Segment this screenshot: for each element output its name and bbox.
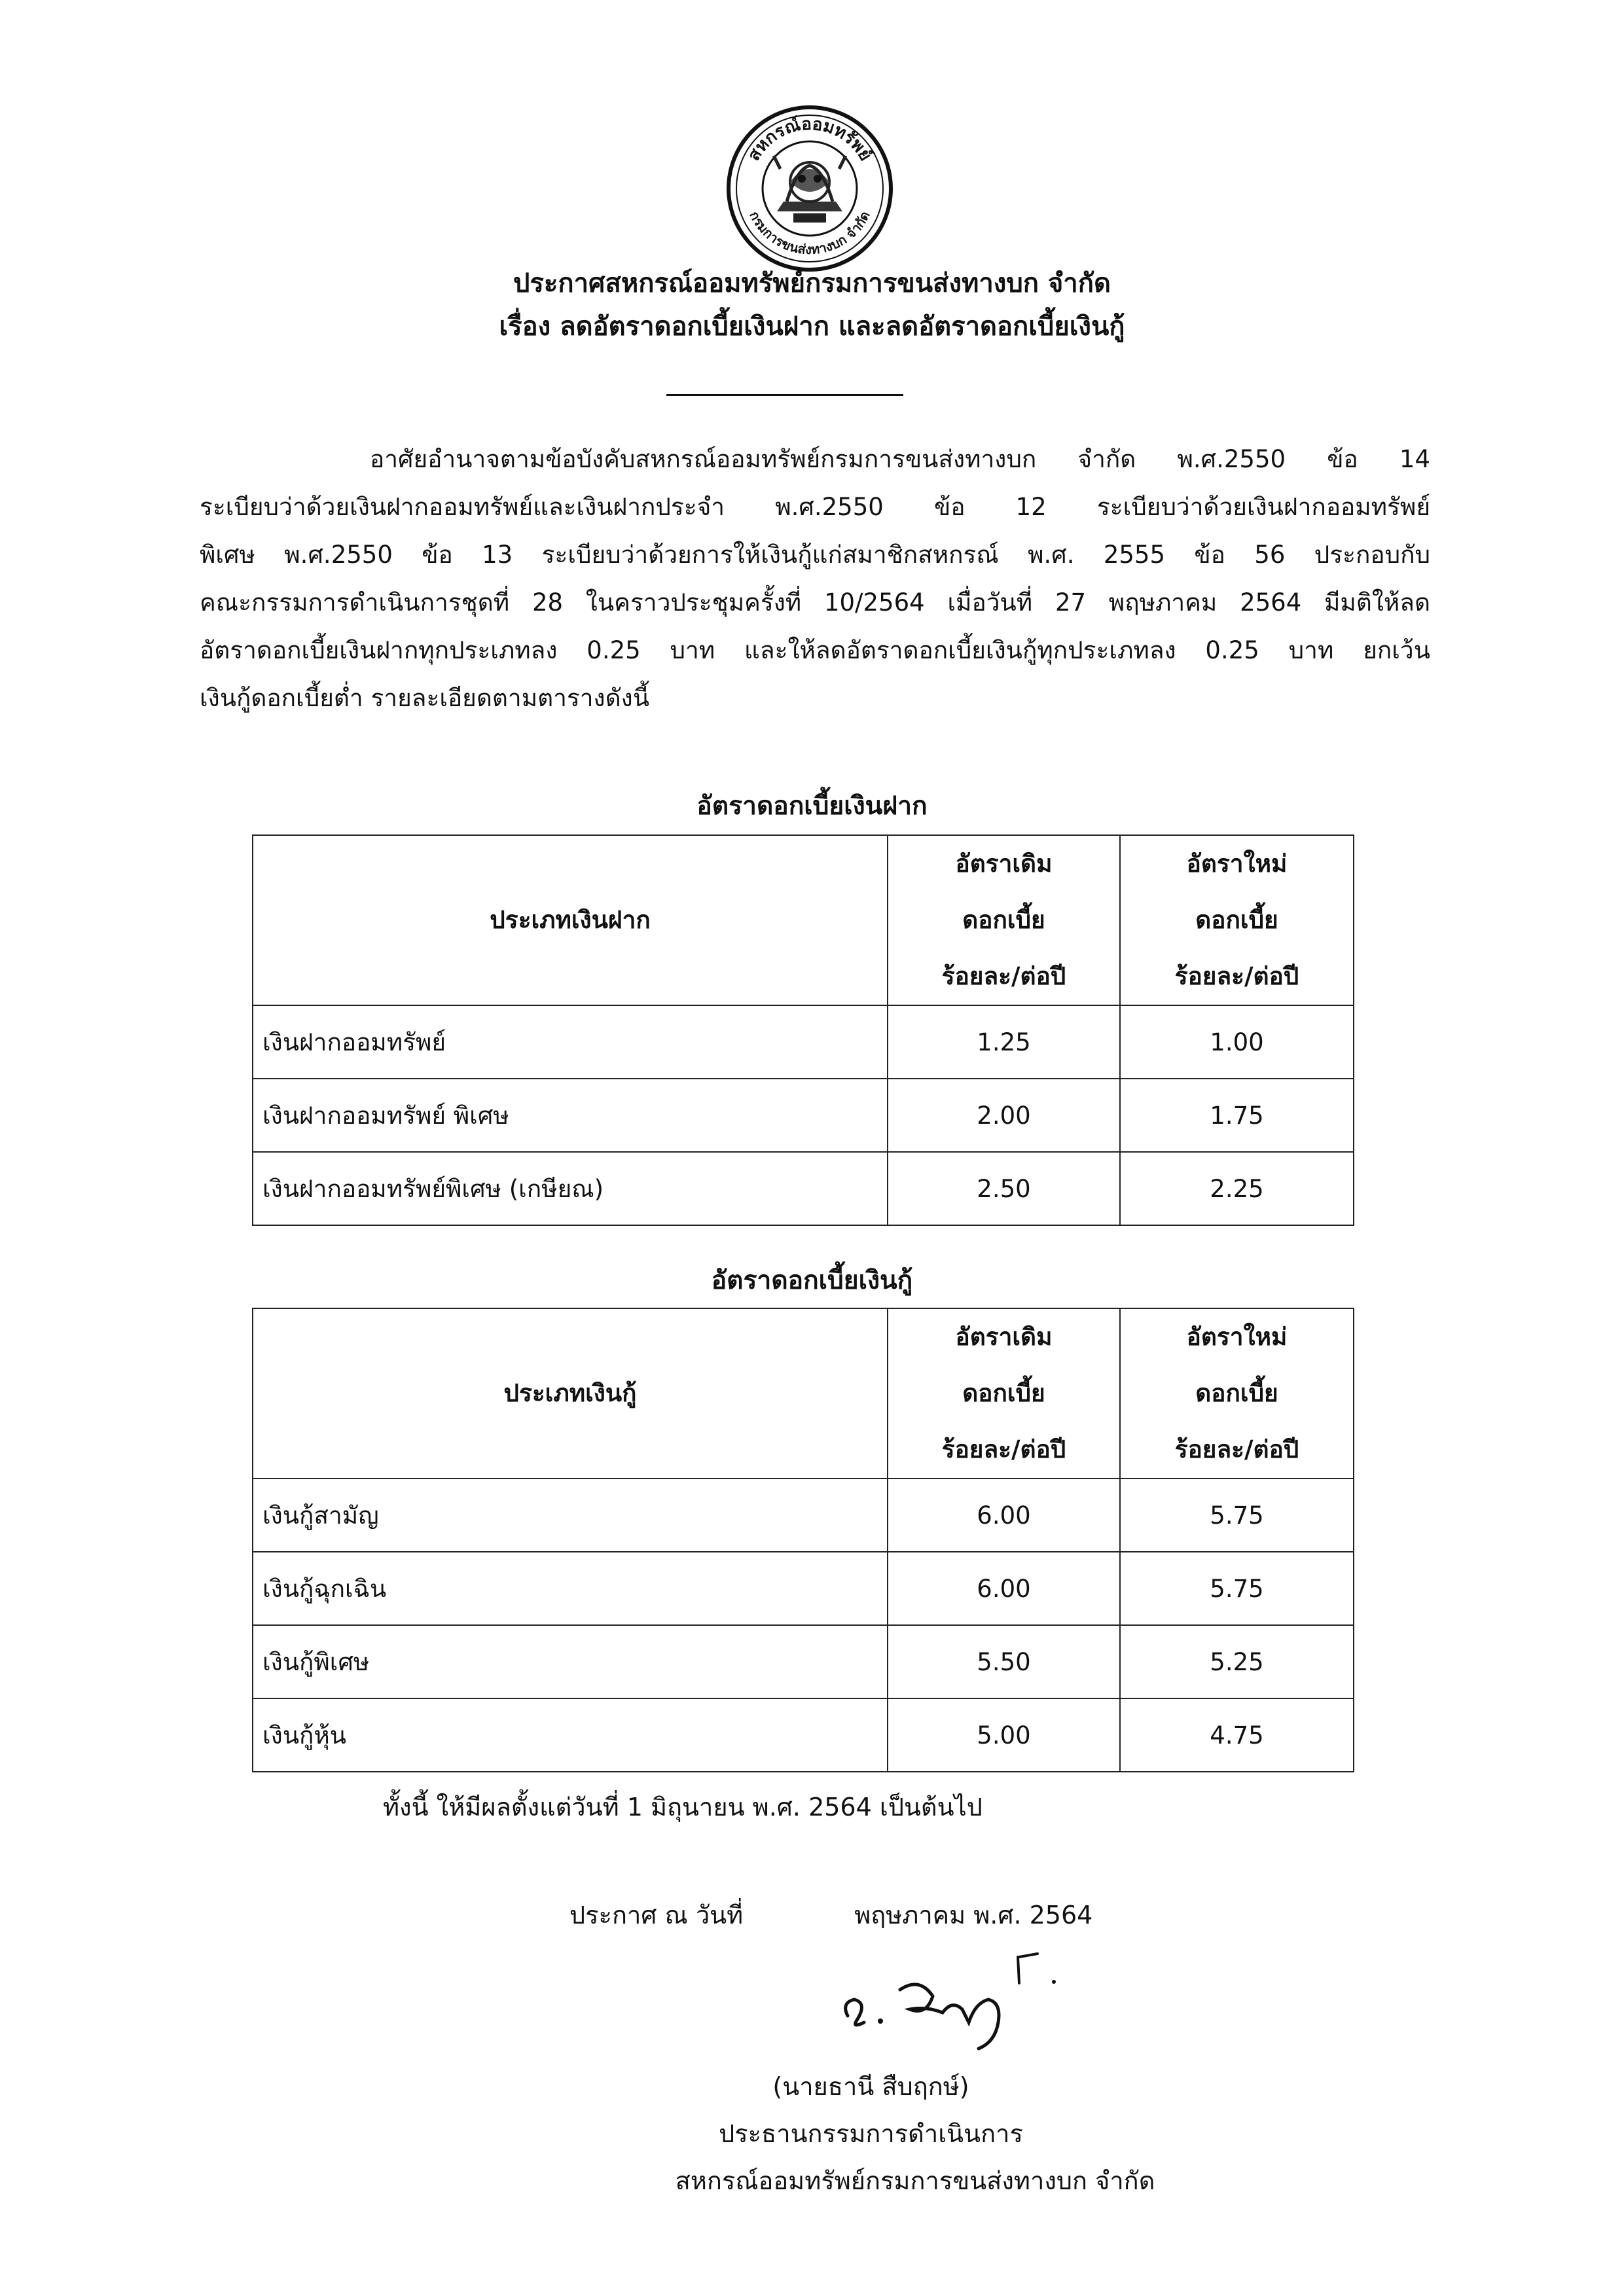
header-new-rate [1120, 835, 1354, 1005]
signer-organization: สหกรณ์ออมทรัพย์กรมการขนส่งทางบก จำกัด [675, 2166, 1155, 2195]
new-rate-cell: 1.00 [1120, 1005, 1354, 1079]
signer-name: (นายธานี สืบฤกษ์) [772, 2072, 969, 2101]
loan-type-cell: เงินกู้สามัญ [253, 1479, 888, 1552]
old-rate-cell: 1.25 [888, 1005, 1120, 1079]
table-row [253, 1079, 1354, 1152]
loan-type-cell: เงินกู้หุ้น [253, 1698, 888, 1772]
announcement-body [200, 435, 1430, 722]
header-line: อัตราใหม่ [1186, 1323, 1288, 1351]
title-divider [666, 394, 903, 396]
deposit-type-cell: เงินฝากออมทรัพย์ [253, 1005, 888, 1079]
header-line: ร้อยละ/ต่อปี [941, 1435, 1066, 1463]
new-rate-cell: 2.25 [1120, 1152, 1354, 1225]
old-rate-cell: 6.00 [888, 1479, 1120, 1552]
header-old-rate [888, 835, 1120, 1005]
deposit-rates-table [252, 834, 1354, 1226]
header-loan-type: ประเภทเงินกู้ [253, 1308, 888, 1479]
table-row [253, 1625, 1354, 1698]
deposit-type-cell: เงินฝากออมทรัพย์ พิเศษ [253, 1079, 888, 1152]
body-line: ระเบียบว่าด้วยเงินฝากออมทรัพย์และเงินฝากประจำ พ.ศ.2550 ข้อ 12 ระเบียบว่าด้วยเงินฝากออมทรัพย์ [200, 493, 1430, 521]
header-line: อัตราเดิม [955, 1323, 1053, 1351]
old-rate-cell: 2.50 [888, 1152, 1120, 1225]
body-line: พิเศษ พ.ศ.2550 ข้อ 13 ระเบียบว่าด้วยการให้เงินกู้แก่สมาชิกสหกรณ์ พ.ศ. 2555 ข้อ 56 ประกอบกับ [200, 541, 1430, 569]
announcement-date [569, 1895, 1092, 1935]
new-rate-cell: 5.75 [1120, 1552, 1354, 1625]
deposit-table-caption: อัตราดอกเบี้ยเงินฝาก [696, 791, 928, 821]
header-line: อัตราใหม่ [1186, 850, 1288, 878]
table-row [253, 1698, 1354, 1772]
header-new-rate [1120, 1308, 1354, 1479]
announce-month-year: พฤษภาคม พ.ศ. 2564 [854, 1901, 1093, 1929]
table-header-row [253, 1308, 1354, 1479]
loan-type-cell: เงินกู้ฉุกเฉิน [253, 1552, 888, 1625]
new-rate-cell: 1.75 [1120, 1079, 1354, 1152]
old-rate-cell: 2.00 [888, 1079, 1120, 1152]
old-rate-cell: 5.00 [888, 1698, 1120, 1772]
header-line: ร้อยละ/ต่อปี [941, 962, 1066, 990]
header-old-rate [888, 1308, 1120, 1479]
table-row [253, 1005, 1354, 1079]
body-line: อาศัยอำนาจตามข้อบังคับสหกรณ์ออมทรัพย์กรมการขนส่งทางบก จำกัด พ.ศ.2550 ข้อ 14 [370, 445, 1430, 473]
loan-table-caption: อัตราดอกเบี้ยเงินกู้ [711, 1266, 913, 1295]
old-rate-cell: 6.00 [888, 1552, 1120, 1625]
body-line: อัตราดอกเบี้ยเงินฝากทุกประเภทลง 0.25 บาท และให้ลดอัตราดอกเบี้ยเงินกู้ทุกประเภทลง 0.25 บาท ยกเว้น [200, 636, 1430, 664]
handwritten-signature [828, 1937, 1129, 2068]
svg-text:กรมการขนส่งทางบก จำกัด: กรมการขนส่งทางบก จำกัด [746, 208, 873, 258]
table-header-row [253, 835, 1354, 1005]
table-row [253, 1152, 1354, 1225]
svg-text:สหกรณ์ออมทรัพย์: สหกรณ์ออมทรัพย์ [744, 114, 876, 165]
loan-rates-table [252, 1308, 1354, 1772]
header-line: อัตราเดิม [955, 850, 1053, 878]
new-rate-cell: 4.75 [1120, 1698, 1354, 1772]
header-line: ดอกเบี้ย [1195, 906, 1278, 934]
announcement-title: ประกาศสหกรณ์ออมทรัพย์กรมการขนส่งทางบก จำกัด [513, 268, 1111, 298]
title-block [0, 262, 1624, 348]
table-row [253, 1552, 1354, 1625]
header-line: ร้อยละ/ต่อปี [1174, 1435, 1299, 1463]
cooperative-seal-logo [725, 103, 895, 274]
effective-date-statement: ทั้งนี้ ให้มีผลตั้งแต่วันที่ 1 มิถุนายน พ.ศ. 2564 เป็นต้นไป [383, 1793, 983, 1821]
signer-position: ประธานกรรมการดำเนินการ [719, 2119, 1023, 2148]
header-line: ดอกเบี้ย [1195, 1379, 1278, 1407]
header-line: ดอกเบี้ย [962, 906, 1045, 934]
new-rate-cell: 5.75 [1120, 1479, 1354, 1552]
announce-prefix: ประกาศ ณ วันที่ [569, 1901, 744, 1929]
header-line: ดอกเบี้ย [962, 1379, 1045, 1407]
header-deposit-type: ประเภทเงินฝาก [253, 835, 888, 1005]
new-rate-cell: 5.25 [1120, 1625, 1354, 1698]
body-line: เงินกู้ดอกเบี้ยต่ำ รายละเอียดตามตารางดังนี้ [200, 684, 649, 712]
body-line: คณะกรรมการดำเนินการชุดที่ 28 ในคราวประชุมครั้งที่ 10/2564 เมื่อวันที่ 27 พฤษภาคม 2564 มีมติให้ลด [200, 588, 1430, 617]
announcement-subject: เรื่อง ลดอัตราดอกเบี้ยเงินฝาก และลดอัตราดอกเบี้ยเงินกู้ [499, 312, 1125, 342]
header-line: ร้อยละ/ต่อปี [1174, 962, 1299, 990]
signature-block [0, 2063, 1624, 2204]
old-rate-cell: 5.50 [888, 1625, 1120, 1698]
loan-type-cell: เงินกู้พิเศษ [253, 1625, 888, 1698]
deposit-type-cell: เงินฝากออมทรัพย์พิเศษ (เกษียณ) [253, 1152, 888, 1225]
table-row [253, 1479, 1354, 1552]
